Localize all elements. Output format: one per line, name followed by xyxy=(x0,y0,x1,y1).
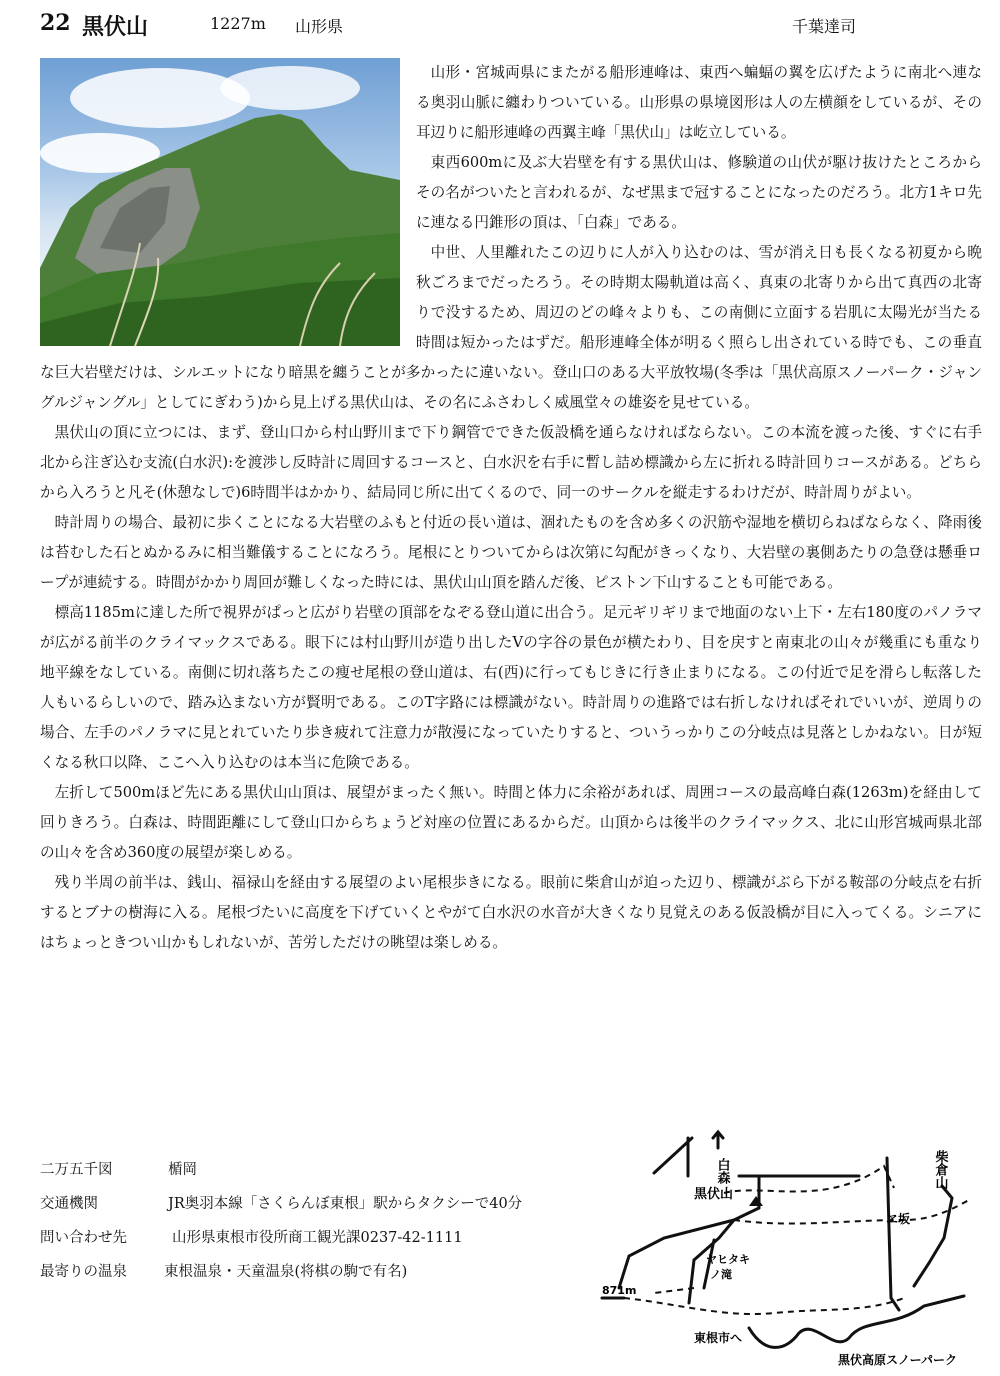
mountain-elevation: 1227m xyxy=(210,14,266,33)
author-name: 千葉達司 xyxy=(792,17,857,36)
info-value: 東根温泉・天童温泉(将棋の駒で有名) xyxy=(164,1264,408,1280)
map-label-shibakura: 柴倉山 xyxy=(932,1150,948,1189)
paragraph: 中世、人里離れたこの辺りに人が入り込むのは、雪が消え日も長くなる初夏から晩秋ごろまでだったろう。その時期太陽軌道は高く、真東の北寄りから出て真西の北寄りで没するため、周辺のどの峰々よりも、この南側に立面する岩肌に太陽光が当たる時間は短かったはずだ。船形連峰全体が明るく照らし出されている時でも、この垂直な巨大岩壁だけは、シルエットになり暗黒を纏うことが多かったに違いない。登山口のある大平放牧場(冬季は「黒伏高原スノーパーク・ジャングルジャングル」としてにぎわう)から見上げる黒伏山は、その名にふさわしく威風堂々の雄姿を見せている。 xyxy=(40,244,982,411)
info-row-map xyxy=(40,1158,600,1192)
info-row-contact xyxy=(40,1226,600,1260)
paragraph: 左折して500mほど先にある黒伏山山頂は、展望がまったく無い。時間と体力に余裕があれば、周囲コースの最高峰白森(1263m)を経由して回りきろう。白森は、時間距離にして登山口からちょうど対座の位置にあるからだ。山頂からは後半のクライマックス、北に山形宮城両県北部の山々を含め360度の展望が楽しめる。 xyxy=(40,784,982,861)
info-label: 交通機関 xyxy=(40,1196,98,1212)
paragraph: 残り半周の前半は、銭山、福禄山を経由する展望のよい尾根歩きになる。眼前に柴倉山が迫った辺り、標識がぶら下がる鞍部の分岐点を右折するとブナの樹海に入る。尾根づたいに高度を下げていくとやがて白水沢の水音が大きくなり見覚えのある仮設橋が目に入ってくる。シニアにはちょっときつい山かもしれないが、苦労しただけの眺望は楽しめる。 xyxy=(40,874,982,951)
info-label: 二万五千図 xyxy=(40,1162,113,1178)
info-row-onsen xyxy=(40,1260,600,1294)
info-value: 山形県東根市役所商工観光課0237-42-1111 xyxy=(172,1230,463,1246)
info-row-transport xyxy=(40,1192,600,1226)
route-map xyxy=(594,1128,984,1372)
map-label-snowpark: 黒伏高原スノーパーク xyxy=(838,1353,958,1367)
article-number: 22 xyxy=(40,10,71,36)
paragraph: 東西600mに及ぶ大岩壁を有する黒伏山は、修験道の山伏が駆け抜けたところからその名がついたと言われるが、なぜ黒まで冠することになったのだろう。北方1キロ先に連なる円錐形の頂は、「白森」である。 xyxy=(416,154,982,231)
map-label-yachitaki: ヤヒタキ xyxy=(706,1253,750,1266)
info-block xyxy=(40,1158,600,1294)
map-label-shiramori: 白森 xyxy=(714,1158,730,1184)
map-label-yachitaki-falls: ノ滝 xyxy=(710,1268,732,1281)
hand-drawn-route-map-icon xyxy=(594,1128,984,1372)
map-label-kurofushi: 黒伏山 xyxy=(694,1187,734,1202)
paragraph: 山形・宮城両県にまたがる船形連峰は、東西へ蝙蝠の翼を広げたように南北へ連なる奥羽山脈に纏わりついている。山形県の県境図形は人の左横顔をしているが、その耳辺りに船形連峰の西翼主峰「黒伏山」は屹立している。 xyxy=(416,64,982,141)
mountain-name: 黒伏山 xyxy=(82,14,149,40)
article-body xyxy=(40,58,982,958)
paragraph: 時計周りの場合、最初に歩くことになる大岩壁のふもと付近の長い道は、涸れたものを含め多くの沢筋や湿地を横切らねばならなく、降雨後は苔むした石とぬかるみに相当難儀することになろう。尾根にとりついてからは次第に勾配がきっくなり、大岩壁の裏側あたりの急登は懸垂ロープが連続する。時間がかかり周回が難しくなった時には、黒伏山山頂を踏んだ後、ピストン下山することも可能である。 xyxy=(40,514,982,591)
paragraph: 黒伏山の頂に立つには、まず、登山口から村山野川まで下り鋼管でできた仮設橋を通らなければならない。この本流を渡った後、すぐに右手北から注ぎ込む支流(白水沢):を渡渉し反時計に周回するコースと、白水沢を右手に暫し詰め標識から左に折れる時計回りコースがある。どちらから入ろうと凡そ(休憩なしで)6時間半はかかり、結局同じ所に出てくるので、同一のサークルを縦走するわけだが、時計周りがよい。 xyxy=(40,424,982,501)
article-header xyxy=(40,10,960,42)
info-label: 問い合わせ先 xyxy=(40,1230,127,1246)
map-label-zasaka: ヱ坂 xyxy=(886,1212,911,1226)
info-value: JR奥羽本線「さくらんぼ東根」駅からタクシーで40分 xyxy=(168,1196,523,1212)
prefecture: 山形県 xyxy=(295,17,344,36)
map-label-871m: 871m xyxy=(602,1284,637,1297)
info-value: 楯岡 xyxy=(168,1162,197,1178)
map-label-higashine: 東根市へ xyxy=(694,1331,743,1345)
info-label: 最寄りの温泉 xyxy=(40,1264,127,1280)
paragraph: 標高1185mに達した所で視界がぱっと広がり岩壁の頂部をなぞる登山道に出合う。足元ギリギリまで地面のない上下・左右180度のパノラマが広がる前半のクライマックスである。眼下には村山野川が造り出したVの字谷の景色が横たわり、目を戻すと南東北の山々が幾重にも重なり地平線をなしている。南側に切れ落ちたこの痩せ尾根の登山道は、右(西)に行ってもじきに行き止まりになる。この付近で足を滑らし転落した人もいるらしいので、踏み込まない方が賢明である。このT字路には標識がない。時計周りの進路では右折しなければそれでいいが、逆周りの場合、左手のパノラマに見とれていたり歩き疲れて注意力が散漫になっていたりすると、ついうっかりこの分岐点は見落としかねない。日が短くなる秋口以降、ここへ入り込むのは本当に危険である。 xyxy=(40,604,982,771)
